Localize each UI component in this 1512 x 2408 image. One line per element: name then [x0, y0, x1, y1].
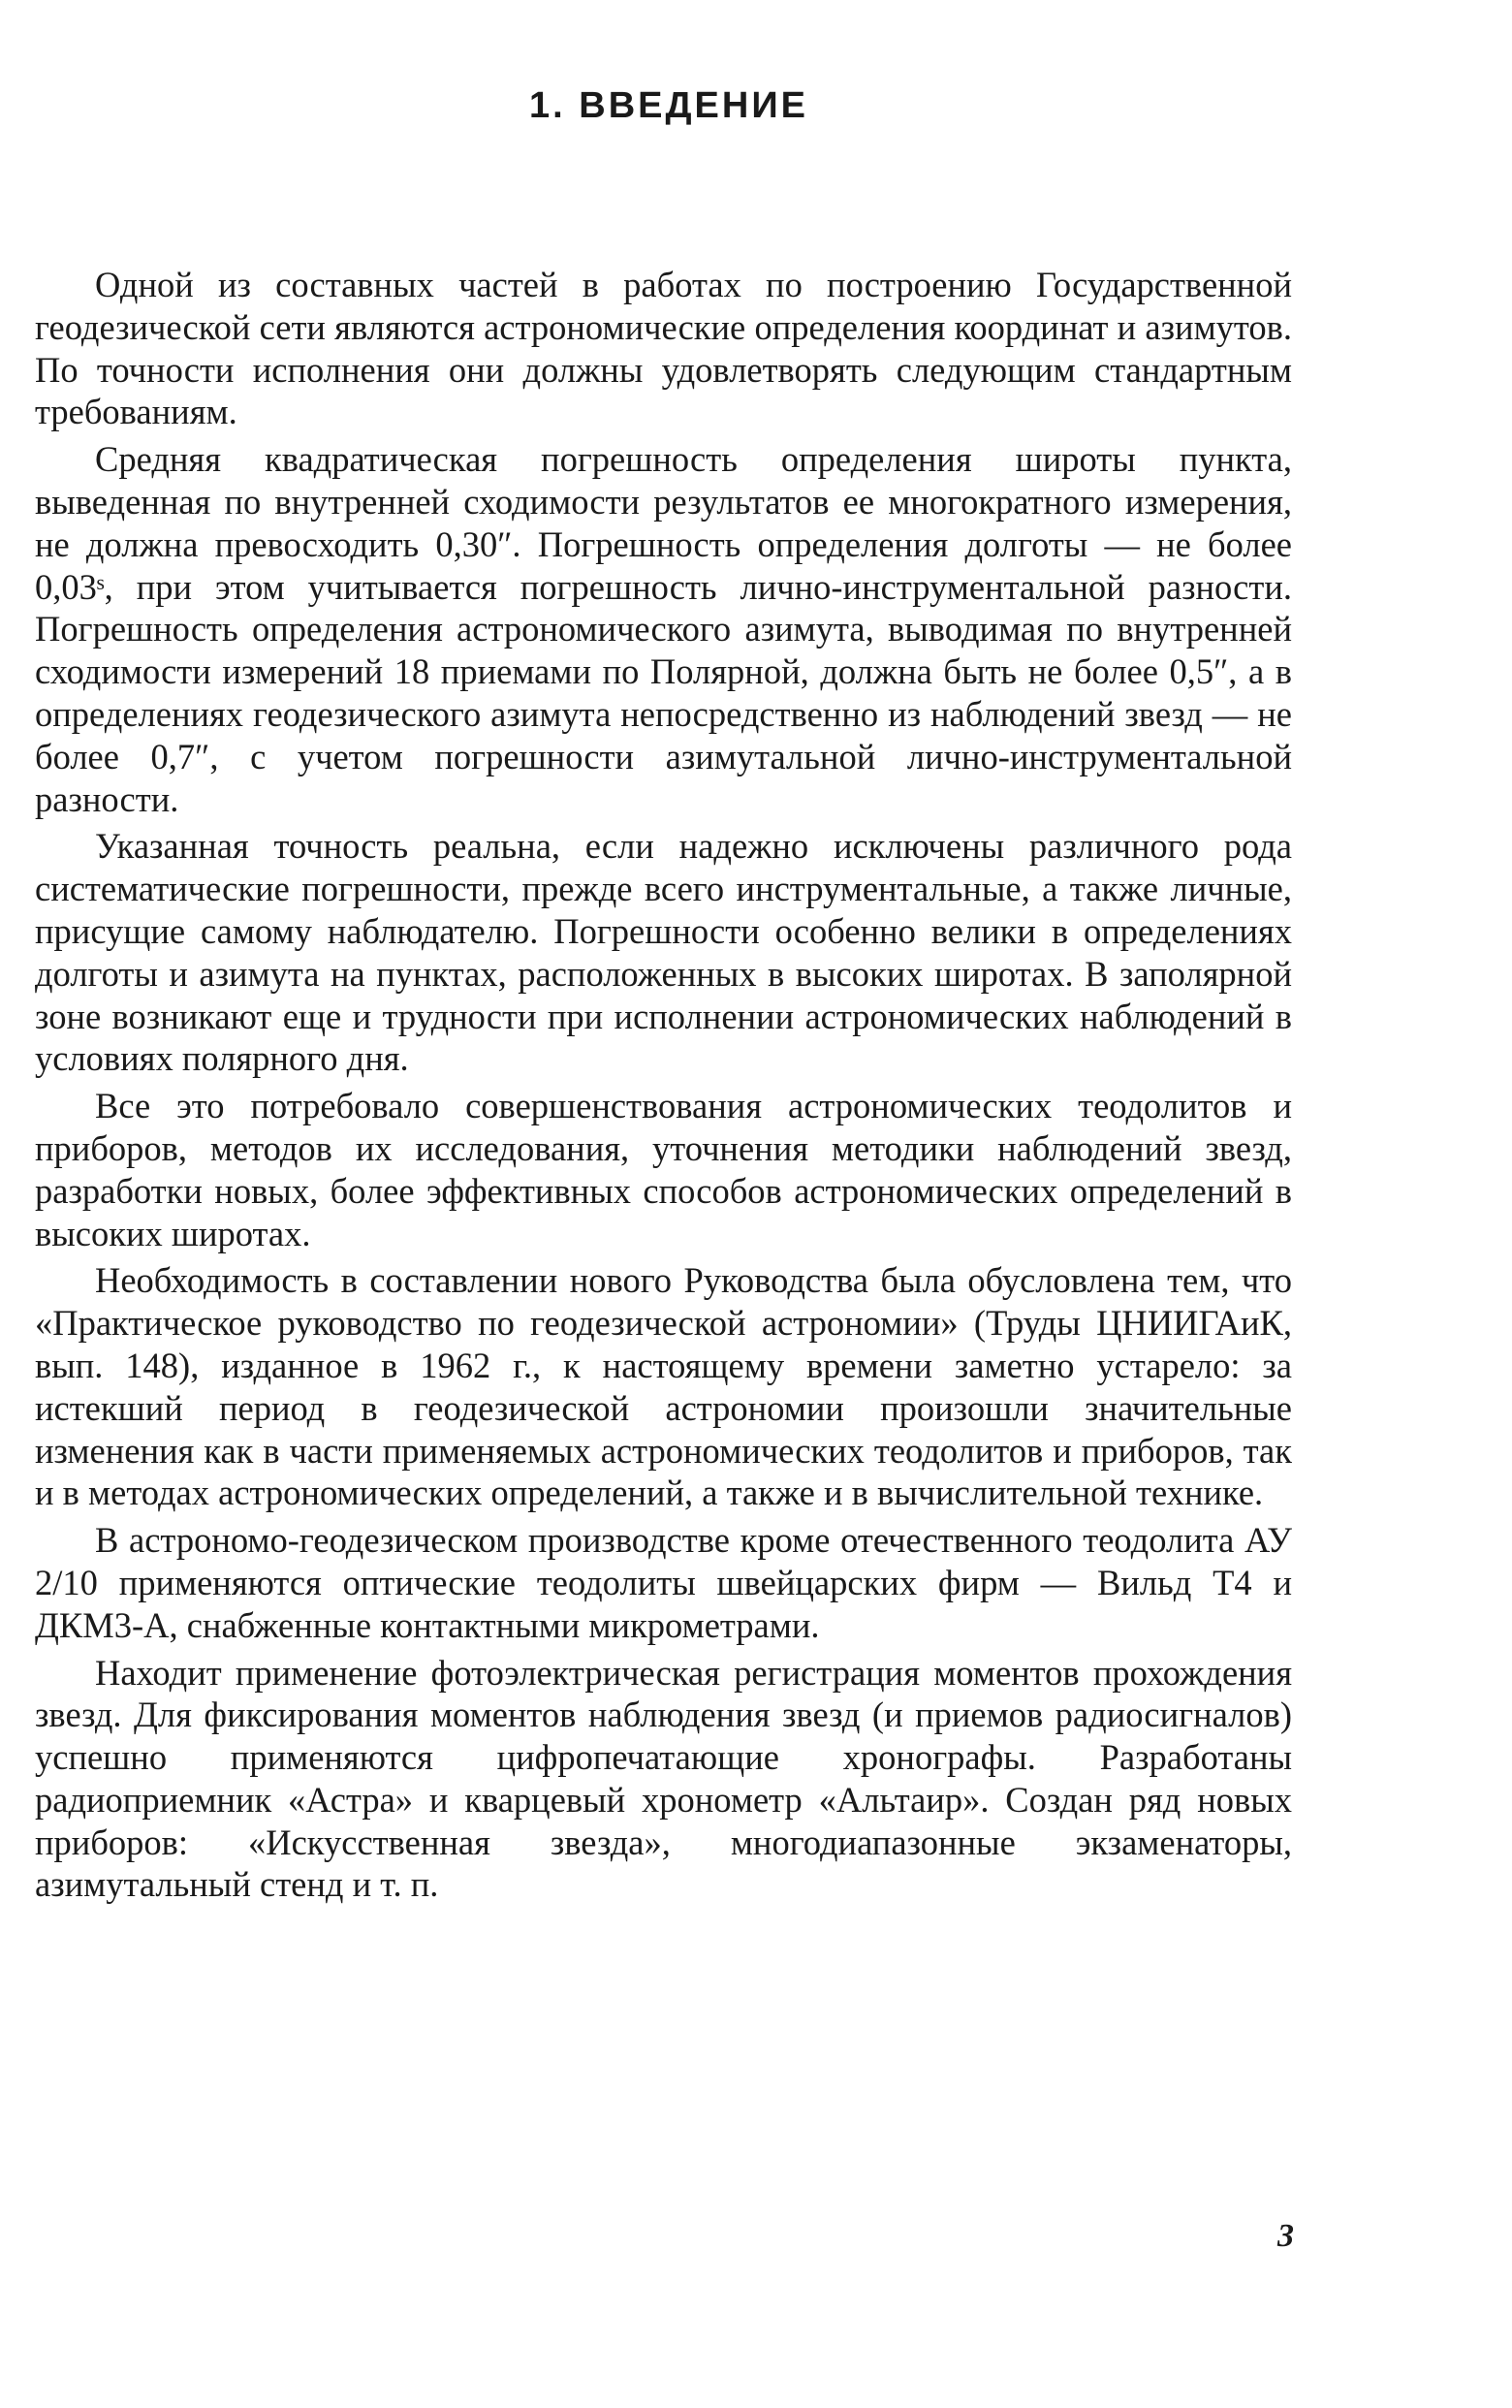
- paragraph-2: Средняя квадратическая погрешность определения широты пункта, выведенная по внутренней сходимости результатов ее многократного измерения, не должна превосходить 0,30″. Погрешность определения долготы — не более 0,03ˢ, при этом учитывается погрешность лично-инструментальной разности. Погрешность определения астрономического азимута, выводимая по внутренней сходимости измерений 18 приемами по Полярной, должна быть не более 0,5″, а в определениях геодезического азимута непосредственно из наблюдений звезд — не более 0,7″, с учетом погрешности азимутальной лично-инструментальной разности.: [35, 439, 1292, 819]
- paragraph-1: Одной из составных частей в работах по построению Государственной геодезической сети являются астрономические определения координат и азимутов. По точности исполнения они должны удовлетворять следующим стандартным требованиям.: [35, 265, 1292, 432]
- body-text: [35, 264, 1292, 1911]
- paragraph-5: Необходимость в составлении нового Руководства была обусловлена тем, что «Практическое руководство по геодезической астрономии» (Труды ЦНИИГАиК, вып. 148), изданное в 1962 г., к настоящему времени заметно устарело: за истекший период в геодезической астрономии произошли значительные изменения как в части применяемых астрономических теодолитов и приборов, так и в методах астрономических определений, а также и в вычислительной технике.: [35, 1260, 1292, 1513]
- paragraph-4: Все это потребовало совершенствования астрономических теодолитов и приборов, методов их исследования, уточнения методики наблюдений звезд, разработки новых, более эффективных способов астрономических определений в высоких широтах.: [35, 1086, 1292, 1253]
- paragraph-6: В астрономо-геодезическом производстве кроме отечественного теодолита АУ 2/10 применяются оптические теодолиты швейцарских фирм — Вильд Т4 и ДКМ3-А, снабженные контактными микрометрами.: [35, 1520, 1292, 1645]
- section-title: 1. ВВЕДЕНИЕ: [529, 85, 808, 126]
- page-number: 3: [1277, 2218, 1294, 2254]
- paragraph-3: Указанная точность реальна, если надежно исключены различного рода систематические погрешности, прежде всего инструментальные, а также личные, присущие самому наблюдателю. Погрешности особенно велики в определениях долготы и азимута на пунктах, расположенных в высоких широтах. В заполярной зоне возникают еще и трудности при исполнении астрономических наблюдений в условиях полярного дня.: [35, 826, 1292, 1079]
- paragraph-7: Находит применение фотоэлектрическая регистрация моментов прохождения звезд. Для фиксирования моментов наблюдения звезд (и приемов радиосигналов) успешно применяются цифропечатающие хронографы. Разработаны радиоприемник «Астра» и кварцевый хронометр «Альтаир». Создан ряд новых приборов: «Искусственная звезда», многодиапазонные экзаменаторы, азимутальный стенд и т. п.: [35, 1652, 1292, 1905]
